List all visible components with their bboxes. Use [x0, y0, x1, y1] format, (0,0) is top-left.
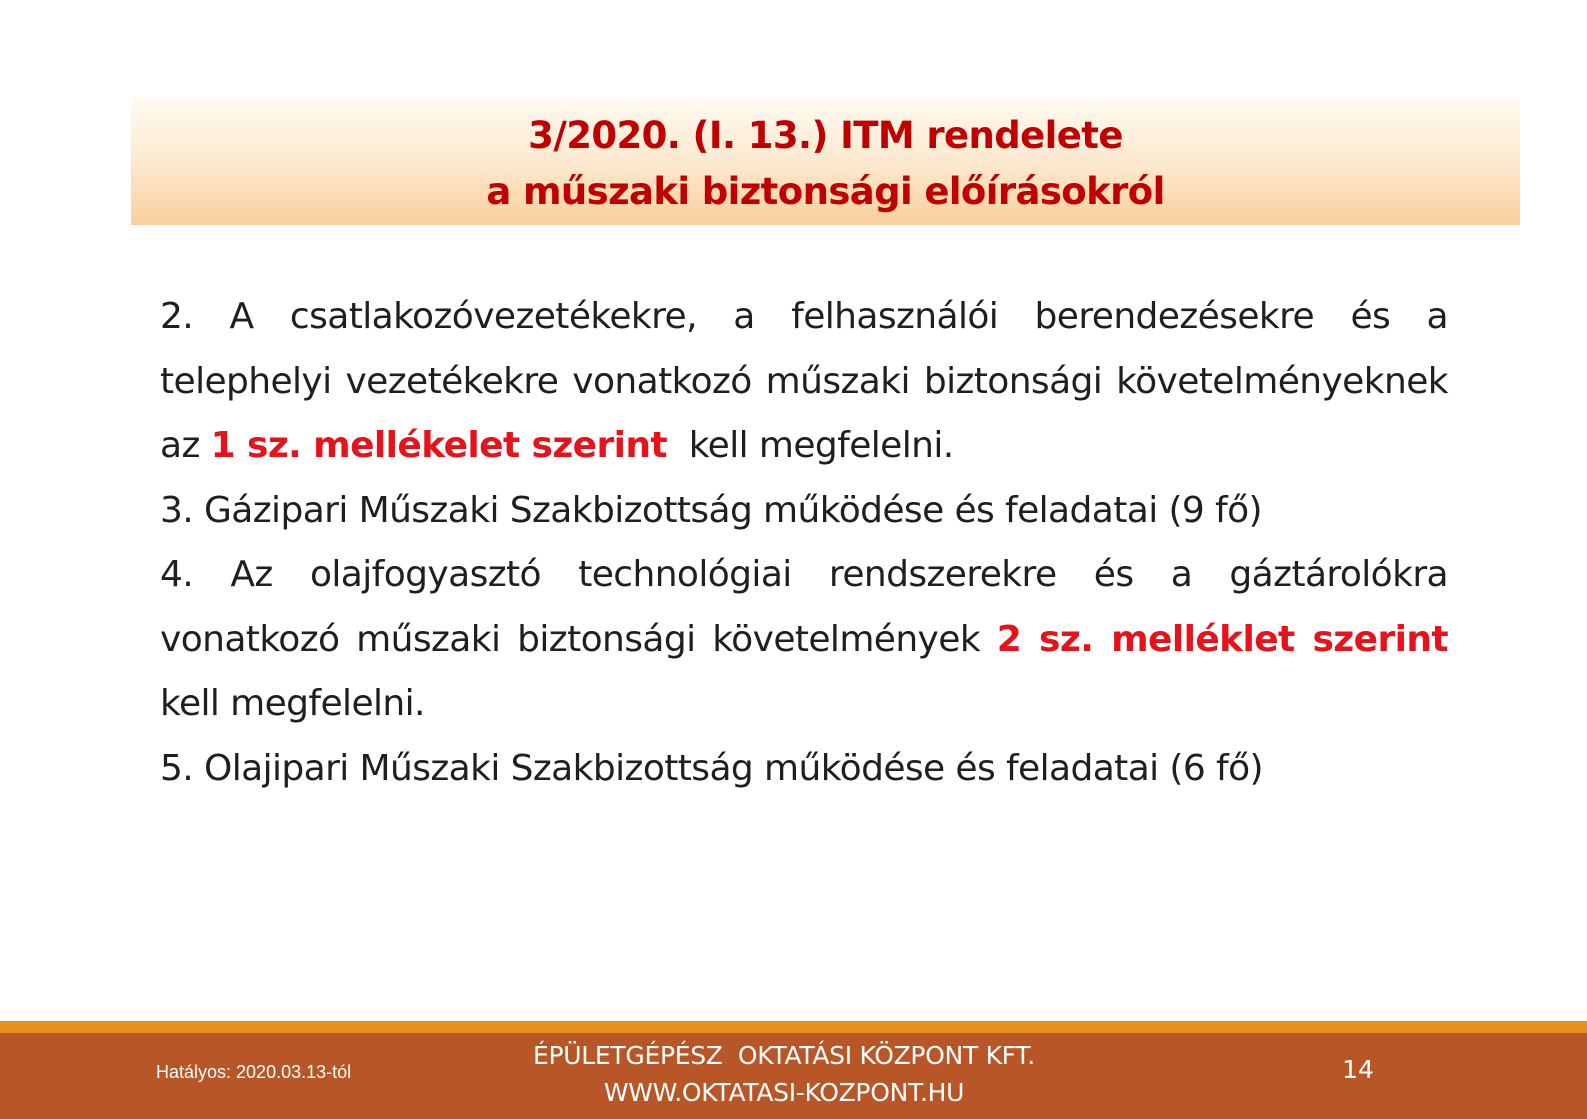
footer-accent-bar [0, 1021, 1587, 1033]
paragraph-2-ending: kell megfelelni. [667, 425, 954, 466]
footer-bar [0, 1033, 1587, 1119]
paragraph-3: 3. Gázipari Műszaki Szakbizottság működése és feladatai (9 fő) [160, 489, 1262, 531]
slide-body [160, 285, 1448, 801]
paragraph-5: 5. Olajipari Műszaki Szakbizottság működése és feladatai (6 fő) [160, 747, 1263, 789]
title-banner [131, 97, 1520, 225]
paragraph-4-text: 4. Az olajfogyasztó technológiai rendszerekre és a gáztárolókra vonatkozó műszaki biztonsági követelmények [160, 554, 1448, 660]
company-name: ÉPÜLETGÉPÉSZ OKTATÁSI KÖZPONT KFT. [533, 1041, 1035, 1070]
company-website: WWW.OKTATASI-KOZPONT.HU [603, 1078, 965, 1107]
slide-title [131, 97, 1520, 220]
annex-2-highlight: 2 sz. melléklet szerint [996, 618, 1448, 660]
effective-date: Hatályos: 2020.03.13-tól [156, 1062, 352, 1082]
slide-title-line1: 3/2020. (I. 13.) ITM rendelete [528, 114, 1123, 157]
paragraph-4 [160, 543, 1448, 737]
page-number: 14 [1342, 1055, 1374, 1084]
footer-company-info [484, 1037, 1084, 1111]
paragraph-2 [160, 285, 1448, 479]
annex-1-highlight: 1 sz. mellékelet szerint [210, 425, 668, 466]
slide-title-line2: a műszaki biztonsági előírásokról [486, 170, 1165, 213]
paragraph-2-text: 2. A csatlakozóvezetékekre, a felhasználói berendezésekre és a telephelyi vezetékekre vonatkozó műszaki biztonsági követelményeknek az [160, 296, 1448, 466]
paragraph-4-ending: kell megfelelni. [160, 683, 425, 724]
